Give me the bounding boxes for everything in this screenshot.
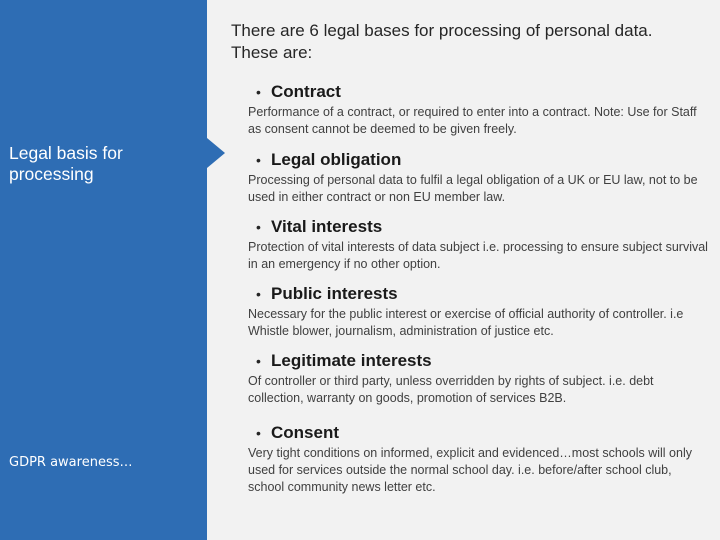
bullet-icon: • [256, 219, 261, 235]
bullet-icon: • [256, 286, 261, 302]
basis-title: Consent [271, 423, 339, 442]
slide-title: Legal basis for processing [9, 143, 123, 184]
basis-description: Very tight conditions on informed, explicit and evidenced…most schools will only used for services outside the normal school day. i.e. before/after school club, school community news letter etc. [248, 446, 692, 494]
basis-item-contract [248, 82, 708, 138]
basis-title: Public interests [271, 284, 398, 303]
basis-description: Necessary for the public interest or exercise of official authority of controller. i.e Whistle blower, journalism, administration of justice etc. [248, 307, 684, 338]
basis-item-public-interests [248, 284, 708, 340]
basis-title: Contract [271, 82, 341, 101]
bullet-icon: • [256, 84, 261, 100]
basis-description: Of controller or third party, unless overridden by rights of subject. i.e. debt collection, warranty on goods, promotion of services B2B. [248, 374, 654, 405]
basis-title: Legal obligation [271, 150, 402, 169]
basis-item-legal-obligation [248, 150, 708, 206]
slide-footer: GDPR awareness… [9, 455, 133, 470]
basis-description: Processing of personal data to fulfil a legal obligation of a UK or EU law, not to be used in either contract or non EU member law. [248, 173, 698, 204]
bullet-icon: • [256, 353, 261, 369]
bullet-icon: • [256, 425, 261, 441]
intro-text: There are 6 legal bases for processing of personal data. These are: [231, 21, 653, 62]
basis-title: Vital interests [271, 217, 383, 236]
basis-title: Legitimate interests [271, 351, 432, 370]
basis-item-vital-interests [248, 217, 708, 273]
basis-description: Protection of vital interests of data subject i.e. processing to ensure subject survival in an emergency if no other option. [248, 240, 708, 271]
basis-description: Performance of a contract, or required to enter into a contract. Note: Use for Staff as consent cannot be deemed to be given freely. [248, 105, 697, 136]
pointer-arrow-icon [207, 138, 225, 168]
basis-item-legitimate-interests [248, 351, 708, 407]
basis-item-consent [248, 423, 708, 496]
bullet-icon: • [256, 152, 261, 168]
